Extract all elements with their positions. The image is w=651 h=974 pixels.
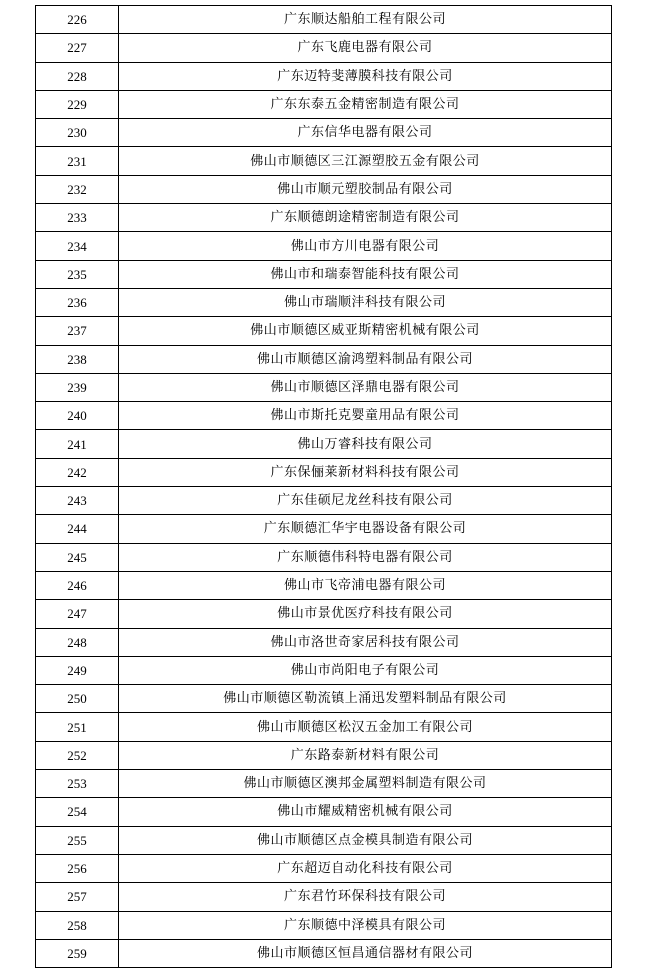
table-row (36, 317, 612, 345)
company-name-cell: 广东飞鹿电器有限公司 (119, 34, 612, 62)
company-name-cell: 佛山市顺德区威亚斯精密机械有限公司 (119, 317, 612, 345)
company-name-cell: 佛山市顺德区三江源塑胶五金有限公司 (119, 147, 612, 175)
company-name-cell: 佛山市顺德区松汉五金加工有限公司 (119, 713, 612, 741)
company-name-cell: 佛山市顺德区渝鸿塑料制品有限公司 (119, 345, 612, 373)
table-row (36, 770, 612, 798)
row-number-cell: 244 (36, 515, 119, 543)
table-row (36, 90, 612, 118)
company-list-table (35, 5, 612, 968)
company-name-cell: 佛山市耀威精密机械有限公司 (119, 798, 612, 826)
company-name-cell: 广东东泰五金精密制造有限公司 (119, 90, 612, 118)
row-number-cell: 237 (36, 317, 119, 345)
company-name-cell: 广东顺德伟科特电器有限公司 (119, 543, 612, 571)
company-name-cell: 广东佳硕尼龙丝科技有限公司 (119, 487, 612, 515)
company-name-cell: 佛山市和瑞泰智能科技有限公司 (119, 260, 612, 288)
row-number-cell: 246 (36, 571, 119, 599)
row-number-cell: 256 (36, 854, 119, 882)
company-name-cell: 广东超迈自动化科技有限公司 (119, 854, 612, 882)
row-number-cell: 254 (36, 798, 119, 826)
table-row (36, 939, 612, 967)
row-number-cell: 242 (36, 458, 119, 486)
company-name-cell: 佛山市顺元塑胶制品有限公司 (119, 175, 612, 203)
table-row (36, 685, 612, 713)
company-name-cell: 广东保俪莱新材料科技有限公司 (119, 458, 612, 486)
company-name-cell: 广东君竹环保科技有限公司 (119, 883, 612, 911)
row-number-cell: 227 (36, 34, 119, 62)
row-number-cell: 229 (36, 90, 119, 118)
table-row (36, 204, 612, 232)
company-name-cell: 佛山市顺德区澳邦金属塑料制造有限公司 (119, 770, 612, 798)
table-row (36, 34, 612, 62)
table-row (36, 571, 612, 599)
company-name-cell: 广东路泰新材料有限公司 (119, 741, 612, 769)
company-name-cell: 佛山万睿科技有限公司 (119, 430, 612, 458)
table-row (36, 402, 612, 430)
row-number-cell: 243 (36, 487, 119, 515)
table-row (36, 826, 612, 854)
table-row (36, 656, 612, 684)
row-number-cell: 257 (36, 883, 119, 911)
table-row (36, 543, 612, 571)
company-name-cell: 佛山市瑞顺沣科技有限公司 (119, 288, 612, 316)
table-row (36, 260, 612, 288)
table-row (36, 345, 612, 373)
table-row (36, 911, 612, 939)
table-row (36, 600, 612, 628)
row-number-cell: 258 (36, 911, 119, 939)
row-number-cell: 234 (36, 232, 119, 260)
row-number-cell: 233 (36, 204, 119, 232)
table-row (36, 232, 612, 260)
table-row (36, 798, 612, 826)
table-row (36, 288, 612, 316)
company-name-cell: 广东顺德朗途精密制造有限公司 (119, 204, 612, 232)
row-number-cell: 240 (36, 402, 119, 430)
table-row (36, 854, 612, 882)
row-number-cell: 253 (36, 770, 119, 798)
row-number-cell: 230 (36, 119, 119, 147)
row-number-cell: 247 (36, 600, 119, 628)
row-number-cell: 255 (36, 826, 119, 854)
table-row (36, 175, 612, 203)
company-name-cell: 佛山市方川电器有限公司 (119, 232, 612, 260)
table-row (36, 430, 612, 458)
company-name-cell: 佛山市尚阳电子有限公司 (119, 656, 612, 684)
company-name-cell: 广东顺达船舶工程有限公司 (119, 6, 612, 34)
row-number-cell: 249 (36, 656, 119, 684)
company-name-cell: 广东顺德中泽模具有限公司 (119, 911, 612, 939)
row-number-cell: 238 (36, 345, 119, 373)
company-list-table-container (35, 5, 612, 968)
row-number-cell: 252 (36, 741, 119, 769)
table-row (36, 628, 612, 656)
company-name-cell: 广东信华电器有限公司 (119, 119, 612, 147)
table-body (36, 6, 612, 968)
row-number-cell: 226 (36, 6, 119, 34)
row-number-cell: 245 (36, 543, 119, 571)
table-row (36, 515, 612, 543)
table-row (36, 741, 612, 769)
row-number-cell: 251 (36, 713, 119, 741)
row-number-cell: 239 (36, 373, 119, 401)
company-name-cell: 佛山市斯托克婴童用品有限公司 (119, 402, 612, 430)
table-row (36, 713, 612, 741)
table-row (36, 119, 612, 147)
company-name-cell: 佛山市景优医疗科技有限公司 (119, 600, 612, 628)
table-row (36, 6, 612, 34)
company-name-cell: 佛山市洛世奇家居科技有限公司 (119, 628, 612, 656)
table-row (36, 373, 612, 401)
table-row (36, 62, 612, 90)
row-number-cell: 232 (36, 175, 119, 203)
row-number-cell: 228 (36, 62, 119, 90)
row-number-cell: 248 (36, 628, 119, 656)
company-name-cell: 佛山市飞帝浦电器有限公司 (119, 571, 612, 599)
row-number-cell: 236 (36, 288, 119, 316)
company-name-cell: 佛山市顺德区点金模具制造有限公司 (119, 826, 612, 854)
row-number-cell: 235 (36, 260, 119, 288)
company-name-cell: 佛山市顺德区泽鼎电器有限公司 (119, 373, 612, 401)
company-name-cell: 佛山市顺德区恒昌通信器材有限公司 (119, 939, 612, 967)
row-number-cell: 259 (36, 939, 119, 967)
table-row (36, 458, 612, 486)
table-row (36, 883, 612, 911)
table-row (36, 147, 612, 175)
row-number-cell: 231 (36, 147, 119, 175)
company-name-cell: 广东迈特斐薄膜科技有限公司 (119, 62, 612, 90)
company-name-cell: 佛山市顺德区勒流镇上涌迅发塑料制品有限公司 (119, 685, 612, 713)
row-number-cell: 250 (36, 685, 119, 713)
company-name-cell: 广东顺德汇华宇电器设备有限公司 (119, 515, 612, 543)
table-row (36, 487, 612, 515)
row-number-cell: 241 (36, 430, 119, 458)
